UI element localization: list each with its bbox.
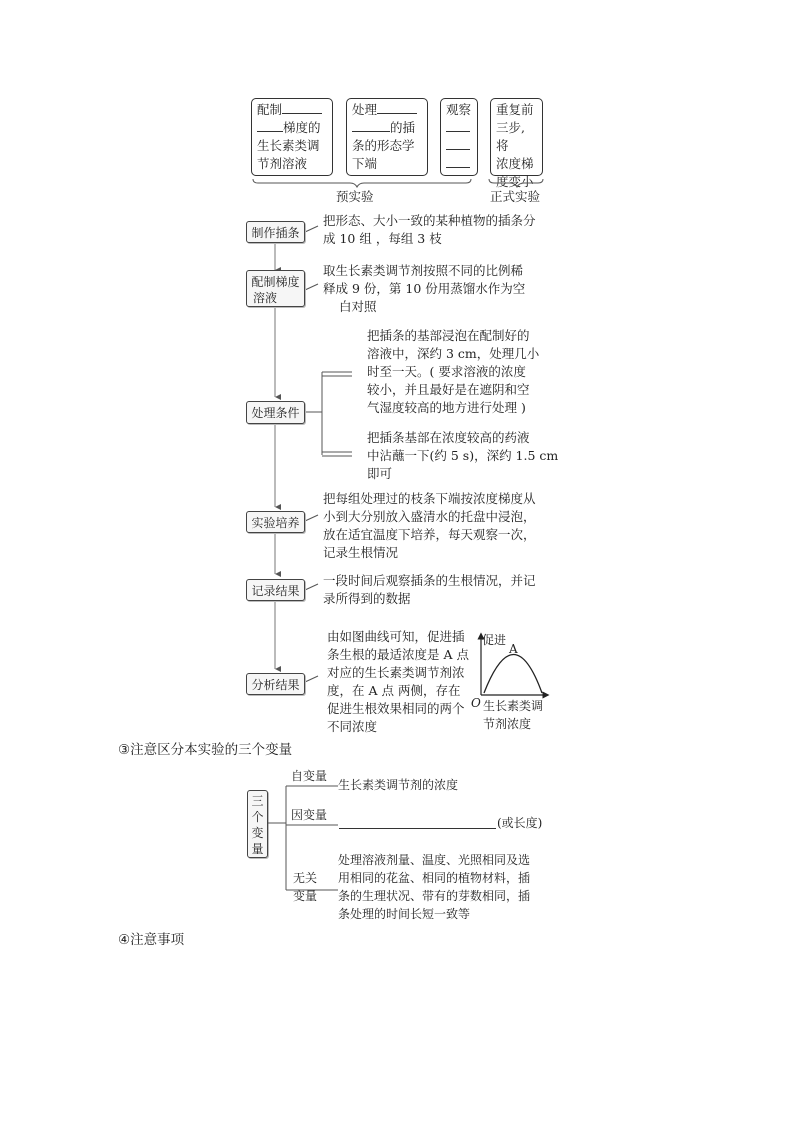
desc-line: 白对照 — [339, 299, 377, 314]
formal-experiment-label: 正式实验 — [490, 189, 541, 204]
value-line: 条的生理状况、带有的芽数相同，插 — [338, 889, 531, 903]
desc-line: 较小，并且最好是在遮阴和空 — [367, 382, 530, 397]
root-char: 个 — [251, 810, 264, 824]
step-label: 记录结果 — [251, 584, 300, 598]
section3-heading: ③注意区分本实验的三个变量 — [118, 742, 293, 758]
step-label: 处理条件 — [251, 406, 300, 420]
box-text: 条的形态学 — [352, 138, 415, 153]
desc-line: 由如图曲线可知，促进插 — [327, 629, 465, 644]
dependent-variable-suffix: (或长度) — [497, 816, 543, 830]
irrelevant-variable-value — [338, 851, 558, 923]
box-text: 梯度的 — [283, 120, 321, 135]
box-text: 的插 — [390, 120, 416, 135]
graph-point-a: A — [509, 642, 518, 656]
desc-line: 气湿度较高的地方进行处理 ) — [367, 400, 526, 415]
root-char: 三 — [251, 794, 264, 808]
xlabel-line: 生长素类调 — [483, 699, 544, 713]
pre-experiment-label: 预实验 — [336, 189, 374, 204]
value-line: 条处理的时间长短一致等 — [338, 907, 471, 921]
box-text: 处理 — [352, 102, 378, 117]
desc-line: 度，在 A 点 两侧，存在 — [327, 683, 461, 698]
dependent-variable-label: 因变量 — [291, 808, 328, 822]
desc-line: 小到大分别放入盛清水的托盘中浸泡， — [323, 509, 536, 524]
xlabel-line: 节剂浓度 — [483, 717, 532, 731]
value-line: 处理溶液剂量、温度、光照相同及选 — [338, 853, 531, 867]
value-line: 用相同的花盆、相同的植物材料，插 — [338, 871, 531, 885]
box-text: 三步,将 — [496, 120, 525, 153]
desc-line: 把插条的基部浸泡在配制好的 — [367, 328, 530, 343]
section4-heading: ④注意事项 — [118, 932, 185, 948]
desc-line: 取生长素类调节剂按照不同的比例稀 — [323, 263, 524, 278]
dependent-variable-blank — [339, 828, 496, 829]
box-text: 节剂溶液 — [257, 156, 308, 171]
box-text: 配制 — [257, 102, 283, 117]
desc-line: 成 10 组 ，每组 3 枝 — [323, 231, 442, 246]
desc-line: 记录生根情况 — [323, 545, 399, 560]
desc-line: 对应的生长素类调节剂浓 — [327, 665, 465, 680]
root-char: 量 — [251, 842, 264, 856]
independent-variable-value: 生长素类调节剂的浓度 — [338, 778, 459, 792]
root-char: 变 — [251, 826, 264, 840]
graph-ylabel: 促进 — [482, 633, 507, 647]
label-line: 变量 — [293, 889, 318, 903]
desc-line: 把插条基部在浓度较高的药液 — [367, 430, 530, 445]
step-label: 分析结果 — [251, 678, 300, 692]
desc-line: 一段时间后观察插条的生根情况，并记 — [323, 573, 536, 588]
desc-line: 放在适宜温度下培养，每天观察一次， — [323, 527, 536, 542]
box-text: 观察 — [446, 102, 472, 117]
desc-line: 中沾蘸一下(约 5 s)，深约 1.5 cm — [367, 448, 559, 463]
box-text: 浓度梯 — [496, 156, 534, 171]
desc-line: 不同浓度 — [327, 719, 378, 734]
desc-line: 时至一天。( 要求溶液的浓度 — [367, 364, 526, 379]
box-text: 生长素类调 — [257, 138, 320, 153]
desc-line: 释成 9 份，第 10 份用蒸馏水作为空 — [323, 281, 526, 296]
desc-line: 溶液中，深约 3 cm，处理几小 — [367, 346, 540, 361]
step-label: 溶液 — [253, 291, 278, 305]
box-text: 重复前 — [496, 102, 534, 117]
desc-line: 条生根的最适浓度是 A 点 — [327, 647, 469, 662]
desc-line: 把每组处理过的枝条下端按浓度梯度从 — [323, 491, 536, 506]
desc-line: 促进生根效果相同的两个 — [327, 701, 465, 716]
step-label: 配制梯度 — [251, 275, 300, 289]
graph-origin: O — [471, 696, 481, 710]
box-text: 度变小 — [496, 174, 534, 189]
step-label: 制作插条 — [251, 226, 300, 240]
independent-variable-label: 自变量 — [291, 769, 328, 783]
step-label: 实验培养 — [251, 516, 300, 530]
box-text: 下端 — [352, 156, 378, 171]
desc-line: 录所得到的数据 — [323, 591, 411, 606]
irrelevant-variable-label — [293, 869, 317, 905]
desc-line: 把形态、大小一致的某种植物的插条分 — [323, 213, 536, 228]
desc-line: 即可 — [367, 466, 393, 481]
label-line: 无关 — [293, 871, 318, 885]
